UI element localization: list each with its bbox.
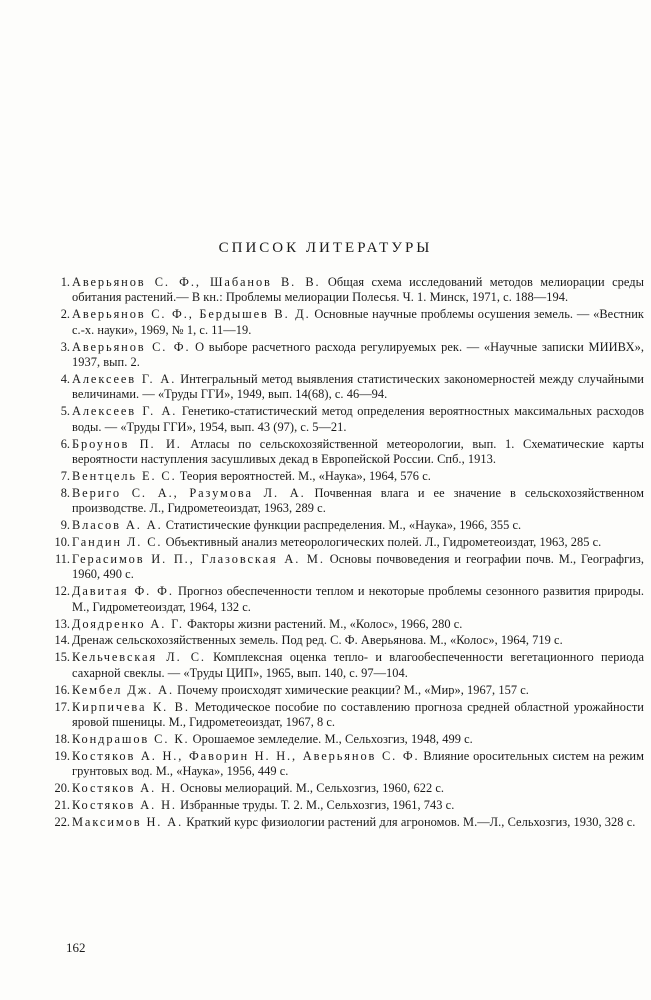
reference-number: 15. <box>54 650 70 665</box>
reference-text: Комплексная оценка тепло- и влагообеспеченности вегетационного периода сахарной свеклы. — «Труды ЦИП», 1965, вып. 140, с. 97—104. <box>72 650 644 680</box>
reference-text: Методическое пособие по составлению прогноза средней областной урожайности яровой пшеницы. М., Гидрометеоиздат, 1967, 8 с. <box>72 699 644 729</box>
reference-item <box>54 731 644 747</box>
reference-text: Основы мелиораций. М., Сельхозгиз, 1960, 622 с. <box>176 781 445 796</box>
reference-author: Давитая Ф. Ф. <box>72 584 174 599</box>
reference-number: 5. <box>60 404 70 419</box>
reference-number: 18. <box>54 731 70 746</box>
reference-author: Герасимов И. П., Глазовская А. М. <box>72 551 325 566</box>
reference-number: 9. <box>60 518 70 533</box>
reference-text: Статистические функции распределения. М., «Наука», 1966, 355 с. <box>162 518 522 533</box>
reference-author: Алексеев Г. А. <box>72 404 178 419</box>
reference-author: Костяков А. Н., Фаворин Н. Н., Аверьянов С. Ф. <box>72 748 420 763</box>
reference-text: Избранные труды. Т. 2. М., Сельхозгиз, 1961, 743 с. <box>176 798 455 812</box>
reference-author: Аверьянов С. Ф., Шабанов В. В. <box>72 275 321 289</box>
reference-author: Кембел Дж. А. <box>72 682 175 697</box>
reference-item <box>54 616 644 632</box>
reference-author: Кондрашов С. К. <box>72 731 190 746</box>
reference-item <box>54 748 645 780</box>
reference-author: Броунов П. И. <box>72 436 182 451</box>
reference-author: Аверьянов С. Ф., Бердышев В. Д. <box>72 307 311 322</box>
page-number: 162 <box>66 940 86 955</box>
reference-text: Влияние оросительных систем на режим грунтовых вод. М., «Наука», 1956, 449 с. <box>72 748 645 779</box>
reference-item <box>54 650 644 681</box>
reference-text: Почвенная влага и ее значение в сельскохозяйственном производстве. Л., Гидрометеоиздат, 1963, 289 с. <box>72 485 644 516</box>
reference-author: Вентцель Е. С. <box>72 468 177 483</box>
reference-item <box>54 781 644 796</box>
reference-item <box>54 682 644 698</box>
reference-number: 21. <box>54 798 70 812</box>
reference-item <box>60 485 644 517</box>
reference-number: 6. <box>60 436 70 451</box>
reference-item <box>54 584 644 615</box>
reference-number: 19. <box>54 748 70 763</box>
reference-item <box>54 814 644 830</box>
reference-text: Объективный анализ метеорологических полей. Л., Гидрометеоиздат, 1963, 285 с. <box>162 535 602 549</box>
reference-author: Власов А. А. <box>72 518 163 533</box>
reference-number: 22. <box>54 814 70 829</box>
reference-text: Теория вероятностей. М., «Наука», 1964, 576 с. <box>176 468 431 483</box>
reference-author: Костяков А. Н. <box>72 781 177 796</box>
reference-text: Почему происходят химические реакции? М., «Мир», 1967, 157 с. <box>174 682 529 697</box>
reference-text: Краткий курс физиологии растений для агрономов. М.—Л., Сельхозгиз, 1930, 328 с. <box>183 814 636 829</box>
reference-number: 7. <box>60 468 70 483</box>
reference-item <box>54 551 644 583</box>
reference-number: 1. <box>60 275 70 289</box>
reference-author: Аверьянов С. Ф. <box>72 339 191 354</box>
page-title: СПИСОК ЛИТЕРАТУРЫ <box>218 240 433 256</box>
reference-item <box>60 404 644 435</box>
reference-number: 10. <box>54 535 70 549</box>
reference-number: 12. <box>54 584 70 599</box>
reference-item <box>54 798 644 813</box>
reference-author: Кельчевская Л. С. <box>72 650 206 665</box>
reference-item <box>60 371 644 403</box>
reference-item <box>60 468 644 484</box>
reference-number: 3. <box>60 339 70 354</box>
reference-number: 17. <box>54 699 70 714</box>
reference-author: Кирпичева К. В. <box>72 699 190 714</box>
reference-number: 11. <box>54 551 70 566</box>
reference-text: Факторы жизни растений. М., «Колос», 1966, 280 с. <box>183 616 463 631</box>
reference-text: Атласы по сельскохозяйственной метеорологии, вып. 1. Схематические карты вероятности наступления засушливых декад в Европейской России. Спб., 1913. <box>72 436 644 466</box>
reference-author: Алексеев Г. А. <box>72 371 177 386</box>
reference-item <box>60 307 644 338</box>
reference-item <box>60 275 644 306</box>
reference-item <box>60 518 644 533</box>
reference-text: Орошаемое земледелие. М., Сельхозгиз, 1948, 499 с. <box>189 731 473 746</box>
reference-number: 4. <box>60 371 70 386</box>
reference-text: Основные научные проблемы осушения земель. — «Вестник с.-х. науки», 1969, № 1, с. 11—19. <box>72 307 644 337</box>
reference-number: 16. <box>54 682 70 697</box>
reference-author: Гандин Л. С. <box>72 535 163 549</box>
reference-text: Интегральный метод выявления статистических закономерностей между случайными величинами. — «Труды ГГИ», 1949, вып. 14(68), с. 46—94. <box>72 371 644 402</box>
reference-text: Прогноз обеспеченности теплом и некоторые проблемы сезонного развития природы. М., Гидрометеоиздат, 1964, 132 с. <box>72 584 644 614</box>
reference-item <box>54 699 644 731</box>
reference-item <box>60 339 644 371</box>
reference-number: 13. <box>54 616 70 631</box>
reference-text: О выборе расчетного расхода регулируемых рек. — «Научные записки МИИВХ», 1937, вып. 2. <box>72 339 644 370</box>
reference-text: Основы почвоведения и географии почв. М., Географгиз, 1960, 490 с. <box>72 551 644 582</box>
reference-author: Костяков А. Н. <box>72 798 177 812</box>
reference-author: Доядренко А. Г. <box>72 616 184 631</box>
reference-number: 8. <box>60 485 70 500</box>
reference-number: 14. <box>54 633 70 648</box>
reference-author: Максимов Н. А. <box>72 814 184 829</box>
reference-number: 2. <box>60 307 70 322</box>
reference-item <box>60 436 644 468</box>
reference-item <box>54 535 644 550</box>
reference-text: Генетико-статистический метод определения вероятностных максимальных расходов воды. — «Труды ГГИ», 1954, вып. 43 (97), с. 5—21. <box>72 404 644 434</box>
reference-item <box>54 633 644 648</box>
reference-list <box>54 275 645 832</box>
reference-author: Вериго С. А., Разумова Л. А. <box>72 485 306 500</box>
reference-text: Дренаж сельскохозяйственных земель. Под ред. С. Ф. Аверьянова. М., «Колос», 1964, 719 с. <box>72 633 563 648</box>
reference-number: 20. <box>54 781 70 796</box>
reference-text: Общая схема исследований методов мелиорации среды обитания растений.— В кн.: Проблемы мелиорации Полесья. Ч. 1. Минск, 1971, с. 188—194. <box>72 275 644 305</box>
